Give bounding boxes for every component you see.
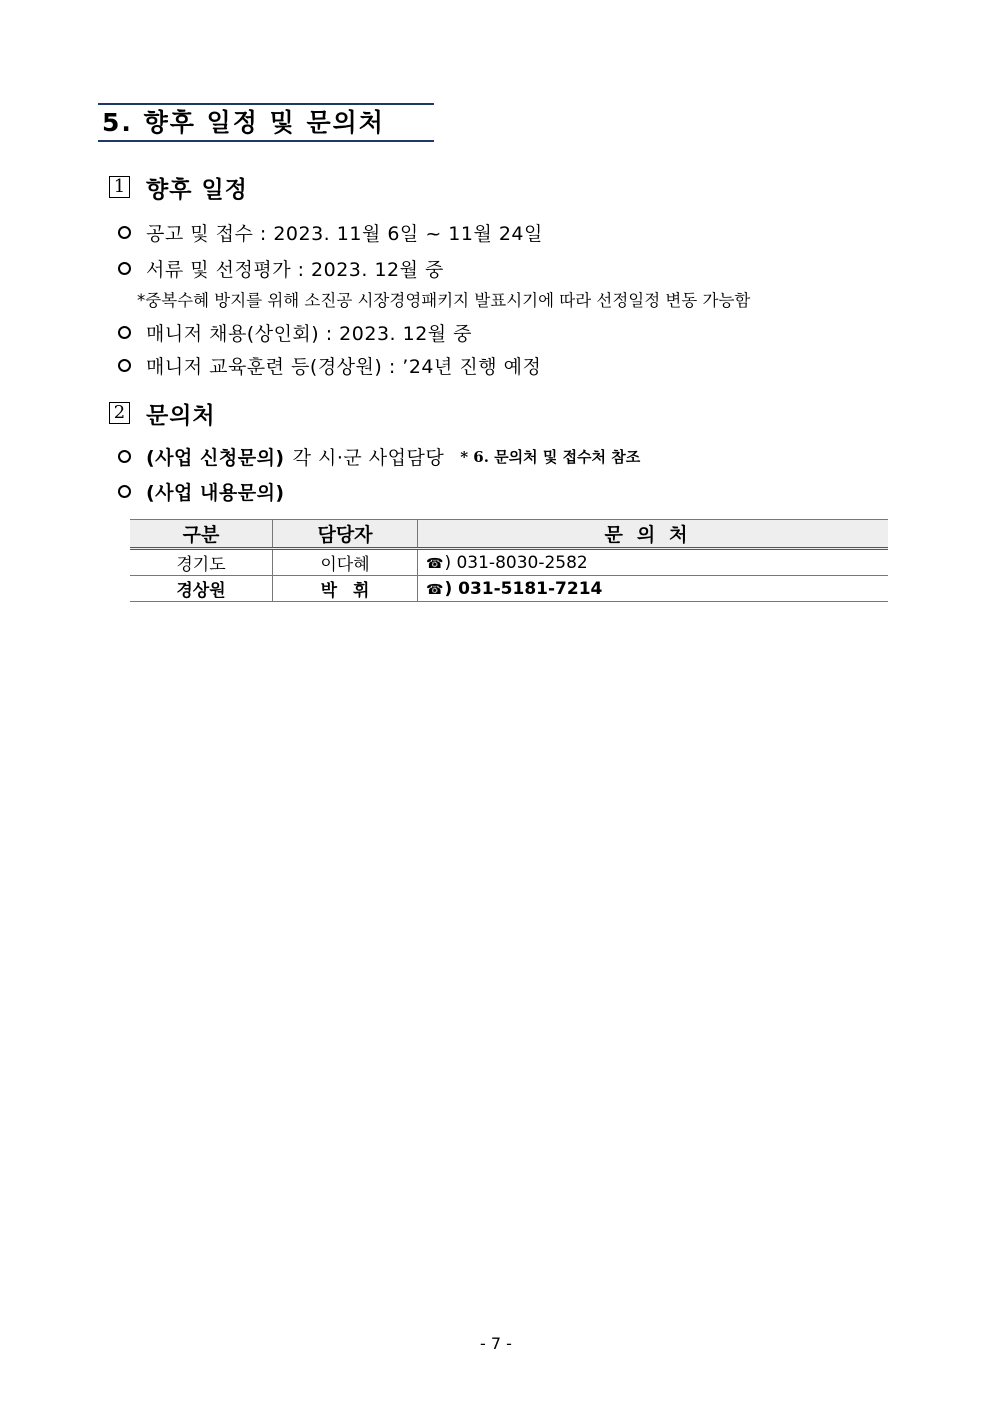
list-item [118,254,444,282]
circle-bullet-icon [118,485,131,498]
table-header-row [130,520,888,549]
cell-org: 경상원 [130,576,273,602]
list-item [118,442,640,470]
cell-phone [418,549,889,576]
subsection-number-box: 2 [109,402,130,424]
circle-bullet-icon [118,262,131,275]
cell-person: 이다혜 [273,549,418,576]
circle-bullet-icon [118,326,131,339]
cell-person: 박휘 [273,576,418,602]
list-item-label: (사업 신청문의) [146,446,285,469]
list-item-text: 매니저 교육훈련 등(경상원) : ’24년 진행 예정 [146,355,542,378]
list-item [118,351,541,379]
column-header-org: 구분 [130,520,273,549]
list-item [118,318,472,346]
list-item-text: 공고 및 접수 : 2023. 11월 6일 ~ 11월 24일 [146,222,543,245]
table-row [130,549,888,576]
reference-note: * 6. 문의처 및 접수처 참조 [460,447,641,466]
subsection-title: 향후 일정 [146,176,248,203]
phone-number: ) 031-8030-2582 [444,552,588,573]
list-item-label: (사업 내용문의) [146,481,285,504]
subsection-schedule-heading [109,172,248,202]
circle-bullet-icon [118,359,131,372]
cell-org: 경기도 [130,549,273,576]
phone-icon: ☎ [426,581,444,598]
subsection-contact-heading [109,398,216,428]
list-item-text: 매니저 채용(상인회) : 2023. 12월 중 [146,322,473,345]
column-header-person: 담당자 [273,520,418,549]
page-number: - 7 - [480,1334,512,1353]
contact-table [130,519,888,602]
list-item-text: 서류 및 선정평가 : 2023. 12월 중 [146,258,444,281]
list-item [118,477,285,505]
phone-number: ) 031-5181-7214 [444,578,603,599]
circle-bullet-icon [118,450,131,463]
section-title: 5. 향후 일정 및 문의처 [98,103,434,142]
cell-phone [418,576,889,602]
subsection-number-box: 1 [109,176,130,198]
list-item [118,218,543,246]
schedule-note: *중복수혜 방지를 위해 소진공 시장경영패키지 발표시기에 따라 선정일정 변동 가능함 [137,291,751,310]
phone-icon: ☎ [426,555,444,572]
table-row [130,576,888,602]
list-item-text: 각 시·군 사업담당 [292,446,445,469]
subsection-title: 문의처 [146,402,216,429]
circle-bullet-icon [118,226,131,239]
column-header-contact: 문의처 [418,520,889,549]
